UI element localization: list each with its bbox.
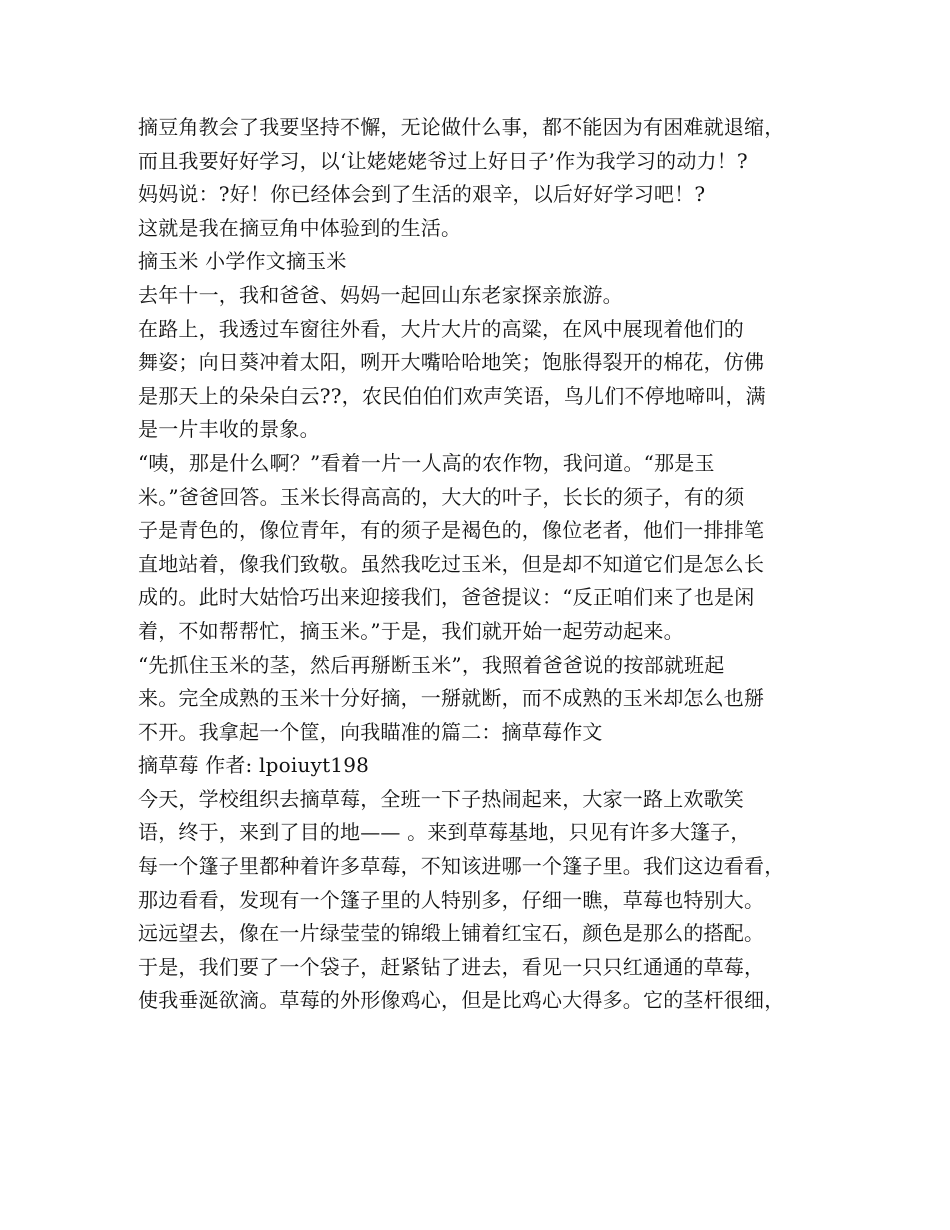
section-heading-strawberry: 摘草莓 作者: lpoiuyt198 bbox=[138, 753, 370, 778]
text-line: 在路上，我透过车窗往外看，大片大片的高粱，在风中展现着他们的 bbox=[138, 316, 744, 341]
text-line: “先抓住玉米的茎，然后再掰断玉米”，我照着爸爸说的按部就班起 bbox=[138, 652, 725, 677]
text-line: “咦，那是什么啊？”看着一片一人高的农作物，我问道。“那是玉 bbox=[138, 450, 715, 475]
text-line: 今天，学校组织去摘草莓，全班一下子热闹起来，大家一路上欢歌笑 bbox=[138, 786, 744, 811]
text-line: 是一片丰收的景象。 bbox=[138, 417, 320, 442]
text-line: 语，终于，来到了目的地—— 。来到草莓基地，只见有许多大篷子， bbox=[138, 820, 751, 845]
text-line: 舞姿；向日葵冲着太阳，咧开大嘴哈哈地笑；饱胀得裂开的棉花，仿佛 bbox=[138, 350, 765, 375]
text-line: 于是，我们要了一个袋子，赶紧钻了进去，看见一只只红通通的草莓， bbox=[138, 954, 765, 979]
text-line: 成的。此时大姑恰巧出来迎接我们，爸爸提议：“反正咱们来了也是闲 bbox=[138, 585, 755, 610]
text-line: 妈妈说：?好！你已经体会到了生活的艰辛，以后好好学习吧！? bbox=[138, 182, 706, 207]
text-line: 米。”爸爸回答。玉米长得高高的，大大的叶子，长长的须子，有的须 bbox=[138, 484, 745, 509]
text-line: 每一个篷子里都种着许多草莓，不知该进哪一个篷子里。我们这边看看， bbox=[138, 854, 785, 879]
text-line: 而且我要好好学习，以‘让姥姥姥爷过上好日子’作为我学习的动力！? bbox=[138, 148, 748, 173]
text-line: 直地站着，像我们致敬。虽然我吃过玉米，但是却不知道它们是怎么长 bbox=[138, 551, 765, 576]
text-line: 着，不如帮帮忙，摘玉米。”于是，我们就开始一起劳动起来。 bbox=[138, 618, 684, 643]
text-line: 摘豆角教会了我要坚持不懈，无论做什么事，都不能因为有困难就退缩， bbox=[138, 115, 785, 139]
text-line: 远远望去，像在一片绿莹莹的锦缎上铺着红宝石，颜色是那么的搭配。 bbox=[138, 921, 765, 946]
text-line: 去年十一，我和爸爸、妈妈一起回山东老家探亲旅游。 bbox=[138, 282, 623, 307]
text-line: 那边看看，发现有一个篷子里的人特别多，仔细一瞧，草莓也特别大。 bbox=[138, 887, 765, 912]
text-line: 是那天上的朵朵白云??，农民伯伯们欢声笑语，鸟儿们不停地啼叫，满 bbox=[138, 383, 766, 408]
essay-text-block bbox=[138, 111, 838, 1018]
text-line: 使我垂涎欲滴。草莓的外形像鸡心，但是比鸡心大得多。它的茎杆很细， bbox=[138, 988, 785, 1013]
section-heading-corn: 摘玉米 小学作文摘玉米 bbox=[138, 249, 347, 274]
text-line: 来。完全成熟的玉米十分好摘，一掰就断，而不成熟的玉米却怎么也掰 bbox=[138, 686, 765, 711]
text-line: 子是青色的，像位青年，有的须子是褐色的，像位老者，他们一排排笔 bbox=[138, 518, 765, 543]
text-line: 不开。我拿起一个筐，向我瞄准的篇二：摘草莓作文 bbox=[138, 719, 603, 744]
text-line: 这就是我在摘豆角中体验到的生活。 bbox=[138, 215, 462, 240]
